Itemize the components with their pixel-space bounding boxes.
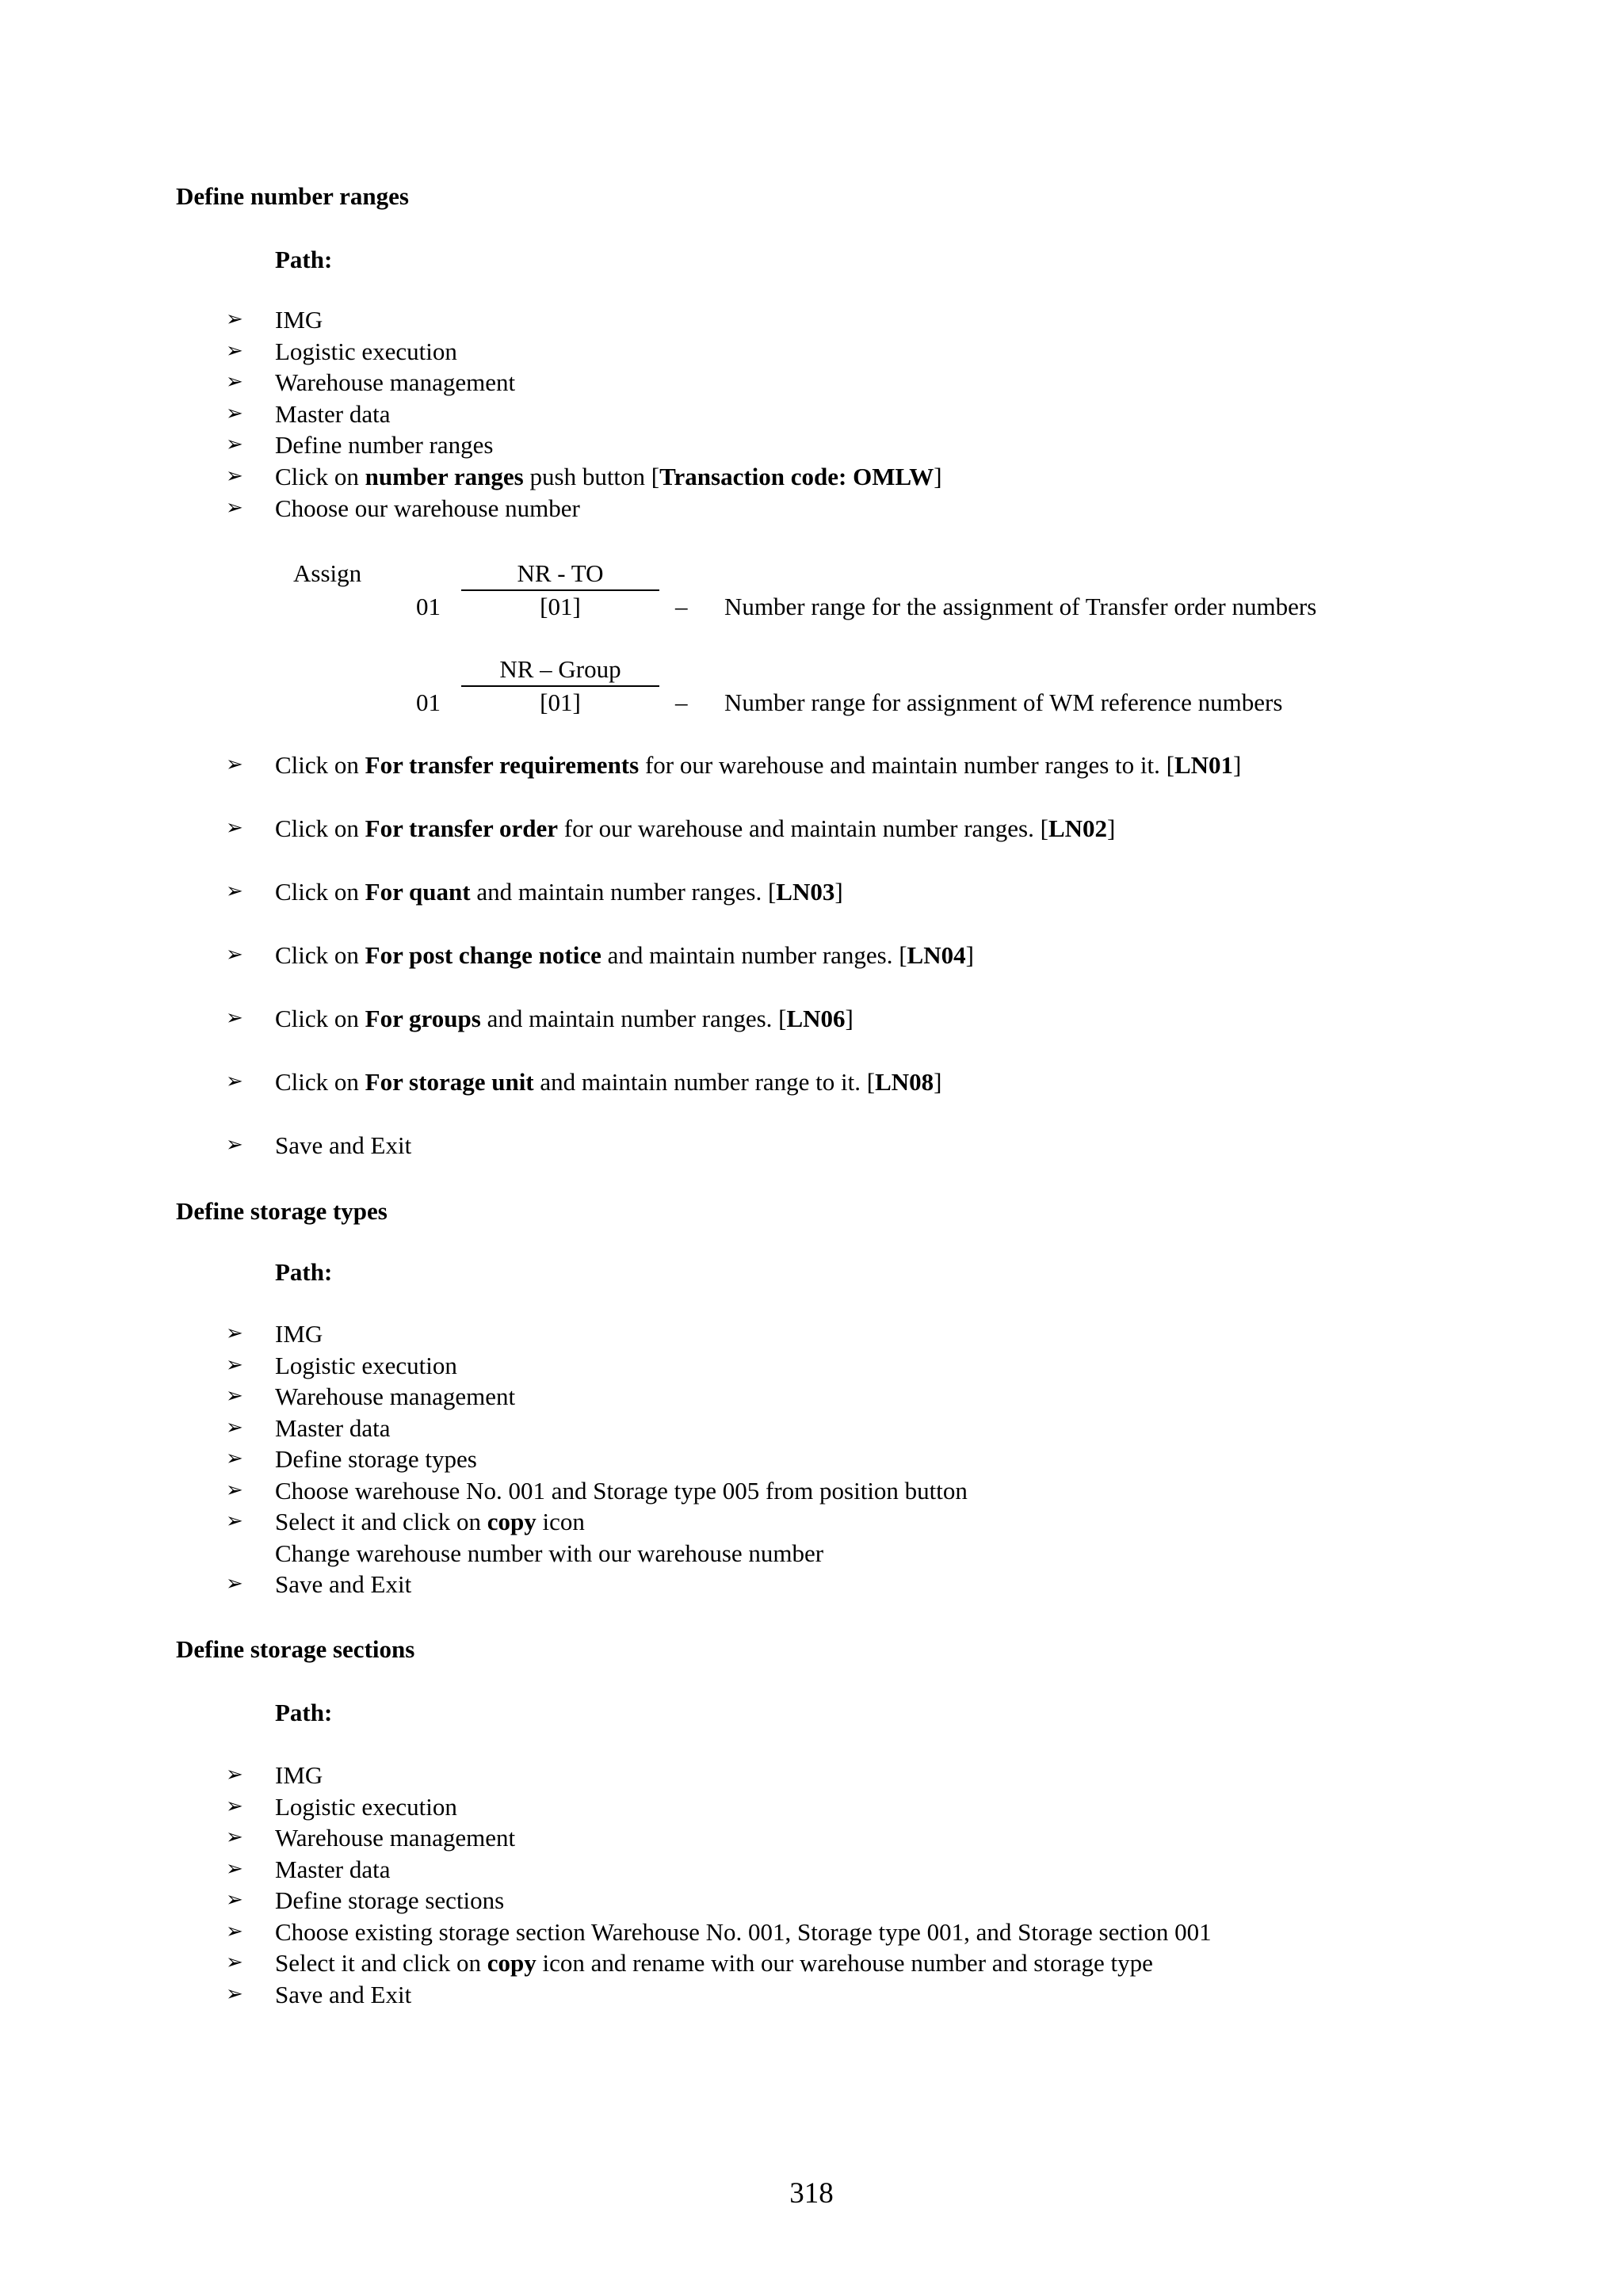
list-item: Select it and click on copy icon [275,1508,585,1535]
list-item: Click on For storage unit and maintain number range to it. [LN08] [275,1068,942,1096]
list-item: Choose our warehouse number [275,494,580,522]
section-heading-number-ranges: Define number ranges [176,182,409,210]
list-item: Click on For transfer order for our warehouse and maintain number ranges. [LN02] [275,814,1116,842]
list-item: Logistic execution [275,1793,457,1821]
list-item: Select it and click on copy icon and rename with our warehouse number and storage type [275,1949,1153,1977]
list-item: IMG [275,306,323,334]
dash: – [675,688,688,716]
page-number: 318 [789,2177,834,2210]
list-item: Define number ranges [275,431,494,459]
list-item: Warehouse management [275,368,516,396]
nr-group-code: 01 [416,688,441,716]
list-item: Logistic execution [275,1352,457,1379]
list-item: Save and Exit [275,1981,412,2008]
nr-group-header: NR – Group [499,655,621,683]
bullet-icon: ➢ [226,307,243,330]
list-item-continuation: Change warehouse number with our warehouse number [275,1539,824,1567]
list-item: Save and Exit [275,1131,412,1159]
bullet-icon: ➢ [226,1447,243,1470]
bullet-icon: ➢ [226,1982,243,2005]
bullet-icon: ➢ [226,1322,243,1344]
path-label: Path: [275,1699,333,1726]
bullet-icon: ➢ [226,1920,243,1943]
nr-to-value: [01] [540,593,581,620]
list-item: Click on For post change notice and maintain number ranges. [LN04] [275,941,974,969]
list-item: Save and Exit [275,1570,412,1598]
list-item: Master data [275,400,391,428]
list-item: Define storage types [275,1445,477,1473]
list-item: Define storage sections [275,1886,505,1914]
bullet-icon: ➢ [226,1794,243,1817]
bullet-icon: ➢ [226,1384,243,1407]
bullet-icon: ➢ [226,339,243,362]
section-heading-storage-sections: Define storage sections [176,1635,415,1663]
bullet-icon: ➢ [226,1070,243,1093]
bullet-icon: ➢ [226,1133,243,1156]
list-item: Click on For quant and maintain number ranges. [LN03] [275,878,843,906]
bullet-icon: ➢ [226,1888,243,1911]
bullet-icon: ➢ [226,402,243,425]
nr-to-header: NR - TO [517,559,604,587]
nr-group-description: Number range for assignment of WM reference numbers [724,688,1283,716]
bullet-icon: ➢ [226,1006,243,1029]
section-heading-storage-types: Define storage types [176,1197,388,1225]
bullet-icon: ➢ [226,1825,243,1848]
bullet-icon: ➢ [226,370,243,393]
bullet-icon: ➢ [226,753,243,776]
list-item-number-ranges-button: Click on number ranges push button [Transaction code: OMLW] [275,463,942,490]
path-label: Path: [275,246,333,273]
nr-group-underline [461,685,659,687]
bullet-icon: ➢ [226,879,243,902]
bullet-icon: ➢ [226,816,243,839]
bullet-icon: ➢ [226,464,243,487]
bullet-icon: ➢ [226,1416,243,1439]
dash: – [675,593,688,620]
bullet-icon: ➢ [226,1857,243,1880]
list-item: Click on For groups and maintain number ranges. [LN06] [275,1005,854,1032]
nr-to-code: 01 [416,593,441,620]
bullet-icon: ➢ [226,1509,243,1532]
nr-to-description: Number range for the assignment of Transfer order numbers [724,593,1317,620]
bullet-icon: ➢ [226,1951,243,1974]
list-item: Choose existing storage section Warehouse No. 001, Storage type 001, and Storage section 001 [275,1918,1212,1946]
list-item: Logistic execution [275,338,457,365]
list-item: Master data [275,1855,391,1883]
bullet-icon: ➢ [226,496,243,519]
nr-to-underline [461,589,659,591]
list-item: Warehouse management [275,1383,516,1410]
nr-group-value: [01] [540,688,581,716]
bullet-icon: ➢ [226,1478,243,1501]
bullet-icon: ➢ [226,1763,243,1786]
bullet-icon: ➢ [226,943,243,966]
assign-label: Assign [293,559,362,587]
list-item: IMG [275,1761,323,1789]
path-label: Path: [275,1258,333,1286]
bullet-icon: ➢ [226,1353,243,1376]
bullet-icon: ➢ [226,433,243,456]
list-item: Click on For transfer requirements for our warehouse and maintain number ranges to it. [LN01] [275,751,1242,779]
list-item: Warehouse management [275,1824,516,1852]
list-item: IMG [275,1320,323,1348]
list-item: Master data [275,1414,391,1442]
bullet-icon: ➢ [226,1572,243,1595]
list-item: Choose warehouse No. 001 and Storage type 005 from position button [275,1477,968,1505]
